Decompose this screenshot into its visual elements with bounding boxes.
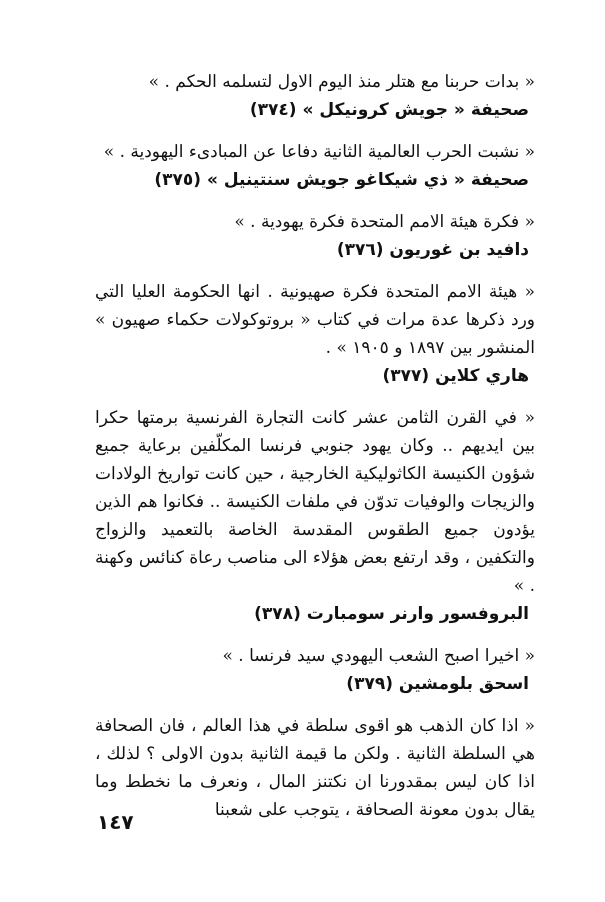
quote-3: « فكرة هيئة الامم المتحدة فكرة يهودية . » xyxy=(234,212,535,232)
source-heading-1: صحيفة « جويش كرونيكل » (٣٧٤) xyxy=(249,100,529,120)
spacer xyxy=(95,124,535,138)
spacer xyxy=(95,264,535,278)
quote-1: « بدات حربنا مع هتلر منذ اليوم الاول لتسلمه الحكم . » xyxy=(148,72,535,92)
quote-4: « هيئة الامم المتحدة فكرة صهيونية . انها الحكومة العليا التي ورد ذكرها عدة مرات في كتاب « بروتوكولات حكماء صهيون » المنشور بين ١٨٩٧ و ١٩٠٥ » . xyxy=(95,282,535,358)
source-heading-5: البروفسور وارنر سومبارت (٣٧٨) xyxy=(254,604,529,624)
source-heading-6: اسحق بلومشين (٣٧٩) xyxy=(346,674,529,694)
source-heading-3: دافيد بن غوريون (٣٧٦) xyxy=(336,240,529,260)
source-heading-2: صحيفة « ذي شيكاغو جويش سنتينيل » (٣٧٥) xyxy=(154,170,529,190)
quote-2: « نشبت الحرب العالمية الثانية دفاعا عن المبادىء اليهودية . » xyxy=(103,142,535,162)
spacer xyxy=(95,390,535,404)
text-column xyxy=(95,68,535,824)
quote-6: « اخيرا اصبح الشعب اليهودي سيد فرنسا . » xyxy=(222,646,535,666)
spacer xyxy=(95,698,535,712)
quote-7: « اذا كان الذهب هو اقوى سلطة في هذا العالم ، فان الصحافة هي السلطة الثانية . ولكن ما قيمة الثانية بدون الاولى ؟ لذلك ، اذا كان ليس بمقدورنا ان نكتنز المال ، ونعرف ما نخطط وما يقال بدون معونة الصحافة ، يتوجب على شعبنا xyxy=(95,716,535,820)
page-number: ١٤٧ xyxy=(97,810,134,834)
source-heading-4: هاري كلاين (٣٧٧) xyxy=(382,366,529,386)
spacer xyxy=(95,194,535,208)
spacer xyxy=(95,628,535,642)
quote-5: « في القرن الثامن عشر كانت التجارة الفرنسية برمتها حكرا بين ايديهم .. وكان يهود جنوبي فرنسا المكلّفين برعاية جميع شؤون الكنيسة الكاثوليكية الخارجية ، حين كانت تواريخ الولادات والزيجات والوفيات تدوّن في ملفات الكنيسة .. فكانوا هم الذين يؤدون جميع الطقوس المقدسة الخاصة بالتعميد والزواج والتكفين ، وقد ارتفع بعض هؤلاء الى مناصب رعاة كنائس وكهنة . » xyxy=(95,408,535,596)
